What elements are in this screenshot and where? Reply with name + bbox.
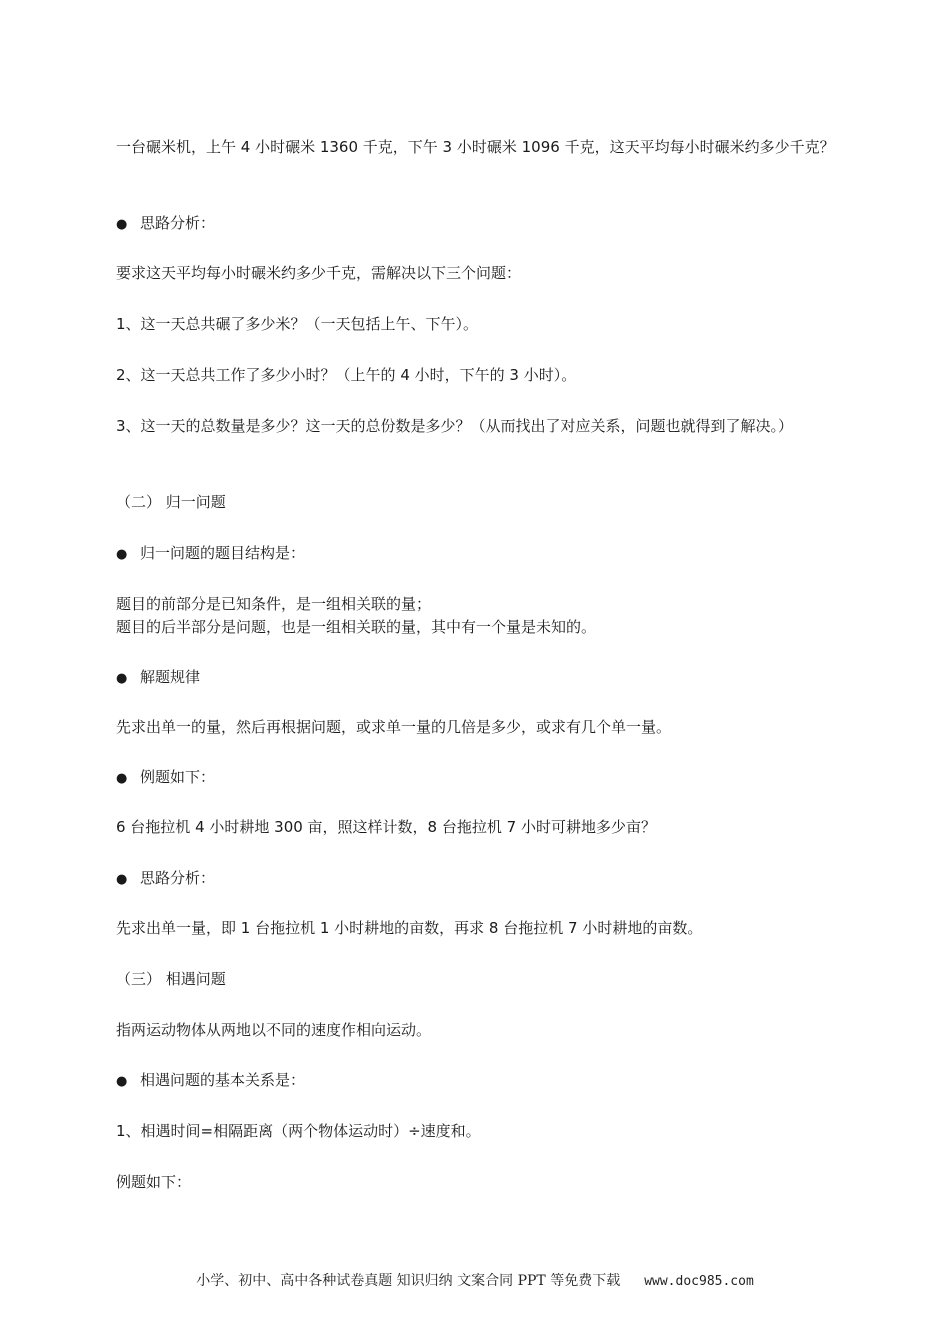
paragraph: 题目的前部分是已知条件，是一组相关联的量；	[116, 595, 432, 613]
bullet-heading: ● 相遇问题的基本关系是：	[116, 1069, 836, 1093]
bullet-heading: ● 例题如下：	[116, 766, 836, 790]
section-heading: （二） 归一问题	[116, 493, 226, 511]
bullet-heading: ● 解题规律	[116, 666, 836, 690]
paragraph: 2、这一天总共工作了多少小时？（上午的 4 小时，下午的 3 小时）。	[116, 366, 577, 384]
paragraph: 要求这天平均每小时碾米约多少千克，需解决以下三个问题：	[116, 264, 522, 282]
page-footer	[0, 1270, 950, 1290]
paragraph: 6 台拖拉机 4 小时耕地 300 亩，照这样计数，8 台拖拉机 7 小时可耕地多少亩？	[116, 818, 656, 836]
paragraph: 1、相遇时间=相隔距离（两个物体运动时）÷速度和。	[116, 1122, 481, 1140]
bullet-heading: ● 思路分析：	[116, 867, 836, 891]
paragraph: 3、这一天的总数量是多少？这一天的总份数是多少？（从而找出了对应关系，问题也就得到了解决。）	[116, 417, 794, 435]
paragraph: 先求出单一量，即 1 台拖拉机 1 小时耕地的亩数，再求 8 台拖拉机 7 小时耕地的亩数。	[116, 919, 703, 937]
paragraph: 先求出单一的量，然后再根据问题，或求单一量的几倍是多少，或求有几个单一量。	[116, 718, 672, 736]
bullet-heading: ● 思路分析：	[116, 212, 836, 236]
problem-text: 一台碾米机，上午 4 小时碾米 1360 千克，下午 3 小时碾米 1096 千克，这天平均每小时碾米约多少千克？	[116, 138, 835, 156]
footer-url[interactable]: www.doc985.com	[644, 1274, 754, 1289]
section-heading: （三） 相遇问题	[116, 970, 226, 988]
paragraph: 题目的后半部分是问题，也是一组相关联的量，其中有一个量是未知的。	[116, 618, 597, 636]
footer-text: 小学、初中、高中各种试卷真题 知识归纳 文案合同 PPT 等免费下载	[196, 1273, 621, 1289]
paragraph: 例题如下：	[116, 1173, 192, 1191]
bullet-heading: ● 归一问题的题目结构是：	[116, 542, 836, 566]
paragraph: 1、这一天总共碾了多少米？（一天包括上午、下午）。	[116, 315, 479, 333]
paragraph: 指两运动物体从两地以不同的速度作相向运动。	[116, 1021, 432, 1039]
